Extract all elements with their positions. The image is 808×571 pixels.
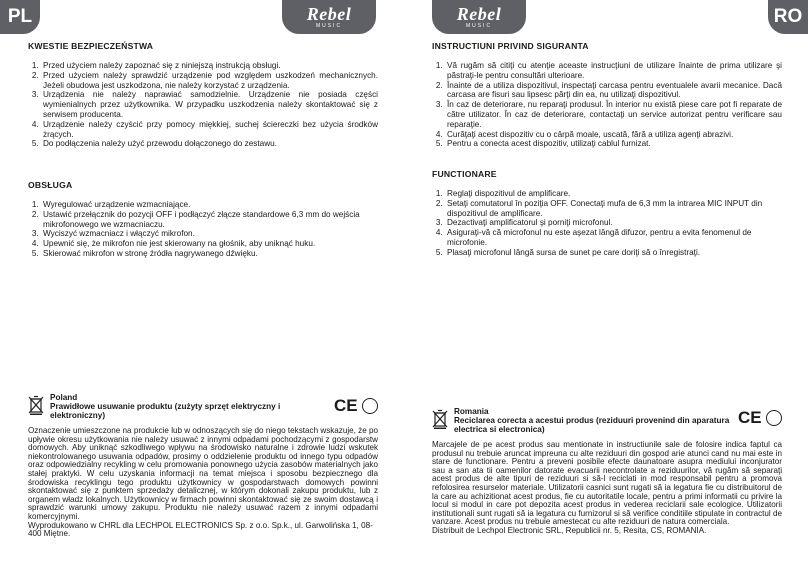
operation-section xyxy=(28,180,378,259)
list-item: 3. Dezactivaţi amplificatorul şi porniţi microfonul. xyxy=(445,218,782,228)
disposal-country: Romania xyxy=(454,407,489,416)
language-tab: PL xyxy=(0,0,40,34)
list-item: 1. Wyregulować urządzenie wzmacniające. xyxy=(41,200,378,210)
operation-list xyxy=(432,189,782,258)
logo-brand: Rebel xyxy=(306,4,352,24)
list-item: 2. Przed użyciem należy sprawdzić urządzenie pod względem uszkodzeń mechanicznych. Jeżeli obudowa jest uszkodzona, nie należy korzystać z urządzenia. xyxy=(41,71,378,91)
logo-sub: MUSIC xyxy=(465,23,493,29)
importer-info: Distribuit de Lechpol Electronic SRL, Republicii nr. 5, Resita, CS, ROMANIA. xyxy=(432,525,707,535)
disposal-heading: Reciclarea corecta a acestui produs (reziduuri provenind din aparatura electrica si electronica) xyxy=(454,416,730,435)
logo-sub: MUSIC xyxy=(315,23,343,29)
disposal-title xyxy=(50,393,332,421)
list-item: 5. Do podłączenia należy użyć przewodu dołączonego do zestawu. xyxy=(41,139,378,149)
crossed-bin-icon xyxy=(28,395,44,415)
operation-section xyxy=(432,169,782,258)
disposal-text: Marcajele de pe acest produs sau mentionate in instructiunile sale de folosire indica faptul ca produsul nu trebuie aruncat impreuna cu alte reziduuri din gospod arie atunci cand nu mai este in stare de functionare. Pentru a preveni posibile efecte daunatoare asupra mediului inconjurator sau a san ata tii oamenilor datorate evacuarii necontrolate a reziduurilor, vă rugăm să separaţi acest produs de alte tipuri de reziduuri si să-l reciclati in mod responsabil pentru a promova refolosirea resurselor materiale. Utilizatorii casnici sunt rugati să ia legatura fie cu distribuitorul de la care au achizitionat acest produs, fie cu autoritatile locale, pentru a primi informatii cu privire la locul si modul in care pot depozita acest produs in vederea reciclarii sale ecologice. Utilizatorii institutionali sunt rugati să ia legatura cu furnizorul si să verifice conditiile stipulate in contractul de vanzare. Acest produs nu trebuie amestecat cu alte reziduuri de natura comerciala. xyxy=(432,440,782,527)
list-item: 4. Urządzenie należy czyścić przy pomocy miękkiej, suchej ściereczki bez użycia środków żrących. xyxy=(41,120,378,140)
disposal-section xyxy=(432,407,782,536)
list-item: 5. Plasaţi microfonul lângă sursa de sunet pe care doriţi să o înregistraţi. xyxy=(445,248,782,258)
safety-list xyxy=(432,61,782,149)
disposal-country: Poland xyxy=(50,393,78,402)
list-item: 1. Przed użyciem należy zapoznać się z niniejszą instrukcją obsługi. xyxy=(41,61,378,71)
disposal-header xyxy=(28,393,378,421)
list-item: 3. Urządzenia nie należy naprawiać samodzielnie. Urządzenie nie posiada części wymienialnych przez użytkownika. W przypadku uszkodzenia należy skontaktować się z serwisem producenta. xyxy=(41,90,378,119)
brand-logo xyxy=(282,0,376,34)
recycle-icon xyxy=(362,398,378,414)
ce-mark-icon: CE xyxy=(334,396,358,415)
disposal-heading: Prawidłowe usuwanie produktu (zużyty sprzęt elektryczny i elektroniczny) xyxy=(50,402,281,421)
list-item: 5. Skierować mikrofon w stronę źródła nagrywanego dźwięku. xyxy=(41,249,378,259)
disposal-header xyxy=(432,407,782,435)
list-item: 4. Asiguraţi-vă că microfonul nu este aşezat lângă difuzor, pentru a evita fenomenul de microfonie. xyxy=(445,228,782,248)
recycle-icon xyxy=(766,410,782,426)
list-item: 3. În caz de deteriorare, nu reparaţi produsul. În interior nu există piese care pot fi reparate de către utilizator. În caz de deteriorare, contactaţi un service autorizat pentru verificare sau reparaţie. xyxy=(445,100,782,129)
list-item: 2. Înainte de a utiliza dispozitivul, inspectaţi carcasa pentru eventualele avarii mecanice. Dacă carcasa are fisuri sau lipsesc părţi din ea, nu utilizaţi dispozitivul. xyxy=(445,81,782,101)
safety-section xyxy=(432,41,782,149)
disposal-title xyxy=(454,407,736,435)
importer-info: Wyprodukowano w CHRL dla LECHPOL ELECTRONICS Sp. z o.o. Sp.k., ul. Garwolińska 1, 08-400 Miętne. xyxy=(28,520,373,539)
section-title: KWESTIE BEZPIECZEŃSTWA xyxy=(28,41,154,51)
list-item: 4. Curăţaţi acest dispozitiv cu o cârpă moale, uscată, fără a utiliza agenţi abrazivi. xyxy=(445,130,782,140)
section-title: OBSŁUGA xyxy=(28,180,73,190)
crossed-bin-icon xyxy=(432,409,448,429)
list-item: 1. Vă rugăm să citiţi cu atenţie aceaste instrucţiuni de utilizare înainte de prima utilizare şi păstraţi-le pentru consultări ulterioare. xyxy=(445,61,782,81)
operation-list xyxy=(28,200,378,259)
brand-logo xyxy=(432,0,526,34)
safety-list xyxy=(28,61,378,149)
list-item: 2. Setaţi comutatorul în poziţia OFF. Conectaţi mufa de 6,3 mm la intrarea MIC INPUT din dispozitivul de amplificare. xyxy=(445,199,782,219)
list-item: 1. Reglaţi dispozitivul de amplificare. xyxy=(445,189,782,199)
list-item: 3. Wyciszyć wzmacniacz i włączyć mikrofon. xyxy=(41,229,378,239)
list-item: 4. Upewnić się, że mikrofon nie jest skierowany na głośnik, aby uniknąć huku. xyxy=(41,239,378,249)
section-title: FUNCTIONARE xyxy=(432,169,497,179)
disposal-text: Oznaczenie umieszczone na produkcie lub w odnoszących się do niego tekstach wskazuje, że po upływie okresu użytkowania nie należy usuwać z innymi odpadami pochodzącymi z gospodarstw domowych. Aby uniknąć szkodliwego wpływu na środowisko naturalne i zdrowie ludzi wskutek niekontrolowanego usuwania odpadów, prosimy o oddzielenie produktu od innego typu odpadów oraz odpowiedzialny recykling w celu promowania ponownego użycia zasobów materialnych jako stałej praktyki. W celu uzyskania informacji na temat miejsca i sposobu bezpiecznego dla środowiska recyklingu tego produktu użytkownicy w gospodarstwach domowych powinni skontaktować się z punktem sprzedaży detalicznej, w którym dokonali zakupu produktu, lub z organem władz lokalnych. Użytkownicy w firmach powinni skontaktować się ze swoim dostawcą i sprawdzić warunki umowy zakupu. Produktu nie należy usuwać razem z innymi odpadami komercyjnymi. xyxy=(28,426,378,521)
disposal-section xyxy=(28,393,378,539)
safety-section xyxy=(28,41,378,149)
language-tab: RO xyxy=(768,0,808,34)
list-item: 2. Ustawić przełącznik do pozycji OFF i podłączyć złącze standardowe 6,3 mm do wejścia mikrofonowego we wzmacniaczu. xyxy=(41,210,378,230)
list-item: 5. Pentru a conecta acest dispozitiv, utilizaţi cablul furnizat. xyxy=(445,139,782,149)
section-title: INSTRUCTIUNI PRIVIND SIGURANTA xyxy=(432,41,589,51)
logo-brand: Rebel xyxy=(456,4,502,24)
page-romanian xyxy=(404,0,808,571)
ce-mark-icon: CE xyxy=(738,408,762,427)
